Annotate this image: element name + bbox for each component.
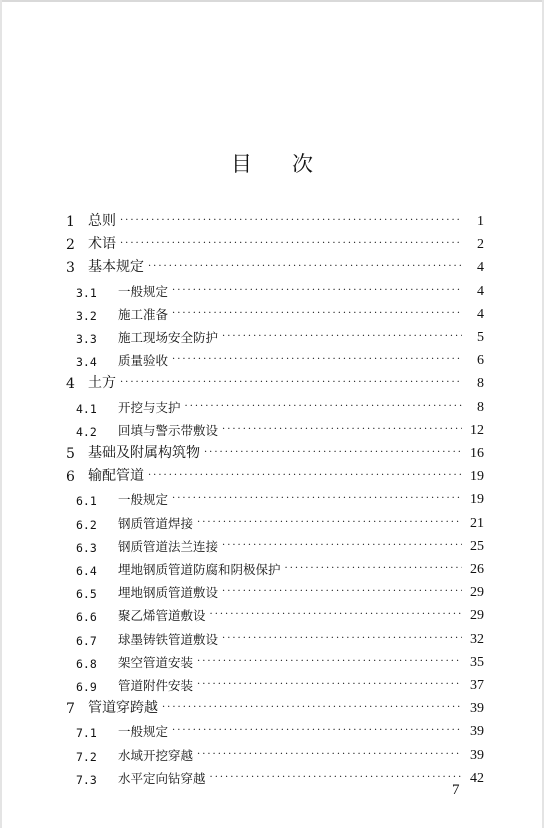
toc-dot-leader	[222, 632, 462, 646]
toc-entry-title: 一般规定	[118, 492, 169, 508]
title-char-2: 次	[292, 152, 313, 176]
toc-dot-leader	[120, 376, 462, 390]
toc-entry-number: 4	[66, 376, 75, 393]
toc-section-row	[66, 396, 484, 416]
toc-entry-number: 6.8	[76, 656, 97, 671]
toc-entry-page: 39	[470, 747, 484, 763]
page-border-left	[0, 0, 2, 828]
toc-entry-page: 29	[470, 608, 484, 624]
toc-section-row	[66, 349, 484, 369]
toc-section-row	[66, 604, 484, 624]
toc-entry-title: 施工现场安全防护	[118, 330, 219, 345]
toc-chapter-row	[66, 442, 484, 462]
toc-entry-page: 4	[477, 306, 484, 322]
toc-entry-number: 1	[66, 214, 75, 230]
toc-entry-page: 5	[477, 330, 484, 345]
toc-entry-page: 42	[470, 770, 484, 786]
toc-entry-title: 埋地钢质管道敷设	[118, 585, 219, 601]
toc-entry-page: 6	[477, 353, 484, 369]
toc-dot-leader	[222, 423, 462, 437]
toc-entry-number: 3.1	[76, 285, 97, 300]
toc-entry-number: 7.3	[76, 772, 97, 787]
toc-entry-page: 19	[470, 492, 484, 508]
toc-chapter-row	[66, 465, 484, 485]
toc-entry-number: 7.1	[76, 726, 97, 741]
toc-dot-leader	[172, 724, 462, 738]
toc-dot-leader	[210, 771, 462, 785]
toc-dot-leader	[172, 353, 462, 367]
toc-entry-page: 19	[470, 469, 484, 485]
toc-entry-page: 8	[477, 376, 484, 392]
toc-entry-title: 基础及附属构筑物	[88, 445, 200, 461]
toc-entry-title: 水平定向钻穿越	[118, 770, 206, 786]
toc-dot-leader	[197, 516, 462, 530]
toc-entry-title: 钢质管道焊接	[118, 515, 194, 531]
toc-section-row	[66, 512, 484, 532]
toc-entry-page: 29	[470, 585, 484, 601]
toc-entry-title: 输配管道	[88, 468, 144, 485]
toc-dot-leader	[210, 608, 462, 622]
toc-entry-page: 26	[470, 562, 484, 577]
toc-chapter-row	[66, 233, 484, 253]
toc-chapter-row	[66, 697, 484, 717]
toc-dot-leader	[197, 678, 462, 692]
toc-section-row	[66, 744, 484, 764]
toc-entry-number: 7.2	[76, 749, 97, 764]
toc-entry-page: 4	[477, 260, 484, 276]
toc-dot-leader	[197, 655, 462, 669]
toc-entry-title: 开挖与支护	[118, 399, 181, 415]
toc-entry-title: 总则	[88, 213, 116, 229]
toc-dot-leader	[172, 492, 462, 506]
toc-entry-title: 一般规定	[118, 724, 169, 740]
toc-entry-number: 4.1	[76, 401, 97, 416]
toc-dot-leader	[120, 237, 462, 251]
toc-chapter-row	[66, 372, 484, 392]
toc-dot-leader	[185, 400, 462, 414]
toc-entry-page: 39	[470, 724, 484, 740]
toc-section-row	[66, 326, 484, 346]
toc-section-row	[66, 674, 484, 694]
title-char-1: 目	[231, 152, 252, 176]
toc-entry-number: 2	[66, 237, 75, 254]
toc-entry-number: 6.9	[76, 680, 97, 694]
toc-entry-number: 4.2	[76, 424, 97, 439]
toc-entry-title: 钢质管道法兰连接	[118, 538, 219, 554]
toc-entry-title: 球墨铸铁管道敷设	[118, 631, 219, 647]
toc-dot-leader	[204, 446, 462, 460]
toc-entry-title: 埋地钢质管道防腐和阴极保护	[118, 562, 281, 577]
toc-dot-leader	[285, 562, 462, 576]
toc-dot-leader	[148, 469, 462, 483]
toc-dot-leader	[222, 330, 462, 344]
toc-entry-page: 2	[477, 237, 484, 253]
toc-section-row	[66, 488, 484, 508]
toc-entry-page: 1	[477, 214, 484, 229]
toc-entry-title: 施工准备	[118, 306, 169, 322]
toc-section-row	[66, 535, 484, 555]
toc-entry-page: 8	[477, 399, 484, 415]
toc-entry-number: 6.1	[76, 494, 97, 509]
toc-entry-page: 35	[470, 654, 484, 670]
toc-entry-title: 管道穿跨越	[88, 700, 158, 717]
toc-entry-title: 质量验收	[118, 353, 169, 369]
toc-entry-number: 3.2	[76, 308, 97, 323]
toc-entry-number: 5	[66, 446, 75, 462]
toc-section-row	[66, 628, 484, 648]
toc-entry-title: 聚乙烯管道敷设	[118, 608, 206, 624]
toc-entry-page: 12	[470, 422, 484, 438]
toc-dot-leader	[120, 214, 462, 228]
toc-section-row	[66, 720, 484, 740]
toc-entry-title: 水域开挖穿越	[118, 747, 194, 763]
toc-section-row	[66, 419, 484, 439]
toc-entry-page: 37	[470, 678, 484, 693]
toc-entry-number: 6.6	[76, 610, 97, 625]
toc-dot-leader	[197, 748, 462, 762]
toc-entry-page: 16	[470, 446, 484, 461]
toc-entry-number: 6.3	[76, 540, 97, 555]
toc-chapter-row	[66, 210, 484, 230]
toc-dot-leader	[222, 539, 462, 553]
toc-entry-title: 基本规定	[88, 259, 144, 276]
toc-dot-leader	[172, 307, 462, 321]
toc-entry-number: 6.5	[76, 587, 97, 602]
toc-entry-page: 4	[477, 283, 484, 299]
toc-entry-title: 架空管道安装	[118, 654, 194, 670]
toc-entry-number: 3.3	[76, 332, 97, 346]
toc-entry-number: 6.4	[76, 564, 97, 578]
toc-dot-leader	[148, 260, 462, 274]
toc-entry-number: 6	[66, 469, 75, 486]
toc-entry-title: 土方	[88, 375, 116, 392]
toc-section-row	[66, 651, 484, 671]
toc-entry-number: 6.7	[76, 633, 97, 648]
toc-section-row	[66, 558, 484, 578]
toc-section-row	[66, 280, 484, 300]
toc-entry-title: 术语	[88, 236, 116, 253]
toc-section-row	[66, 581, 484, 601]
toc-section-row	[66, 303, 484, 323]
toc-chapter-row	[66, 256, 484, 276]
toc-entry-number: 3	[66, 260, 75, 277]
page-number: 7	[452, 782, 460, 798]
toc-dot-leader	[222, 585, 462, 599]
toc-entry-page: 21	[470, 515, 484, 531]
toc-entry-title: 一般规定	[118, 283, 169, 299]
toc-entry-title: 管道附件安装	[118, 678, 194, 693]
toc-dot-leader	[162, 701, 462, 715]
toc-entry-number: 7	[66, 701, 75, 718]
page-title	[0, 148, 544, 178]
toc-entry-page: 25	[470, 538, 484, 554]
toc-entry-title: 回填与警示带敷设	[118, 422, 219, 438]
toc-entry-number: 6.2	[76, 517, 97, 532]
toc-entry-number: 3.4	[76, 355, 97, 370]
toc-entry-page: 39	[470, 701, 484, 717]
toc-section-row	[66, 767, 484, 787]
toc-entry-page: 32	[470, 631, 484, 647]
toc-dot-leader	[172, 284, 462, 298]
page-border-top	[0, 0, 544, 2]
